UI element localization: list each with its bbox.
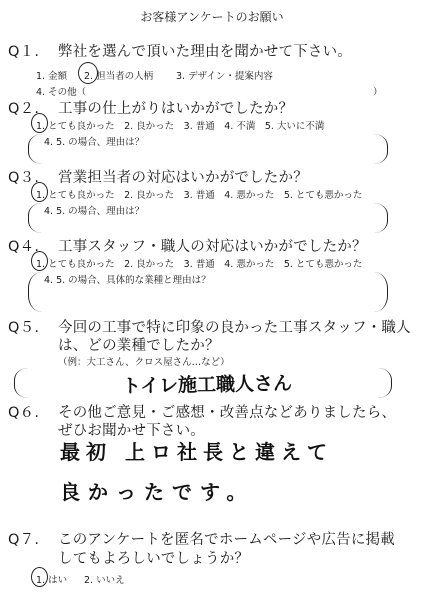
question-3 xyxy=(8,166,308,187)
q4-sub-question: 4. 5. の場合、具体的な業種と理由は？ xyxy=(44,275,211,286)
question-6-text-line1: その他ご意見・ご感想・改善点などありましたら、 xyxy=(58,405,397,421)
q1-option-staff[interactable]: 2. 担当者の人柄 xyxy=(84,71,154,82)
q5-handwritten-answer: トイレ施工職人さん xyxy=(121,372,293,398)
question-3-number: Q３. xyxy=(8,170,40,186)
q3-options[interactable]: 1. とても良かった 2. 良かった 3. 普通 4. 悪かった 5. とても悪かった xyxy=(36,190,363,201)
question-1-text: 弊社を選んで頂いた理由を聞かせて下さい。 xyxy=(58,44,352,60)
question-6-number: Q６. xyxy=(8,405,40,421)
q5-example: （例：大工さん、クロス屋さん…など） xyxy=(58,357,230,368)
question-4-text: 工事スタッフ・職人の対応はいかがでしたか？ xyxy=(58,239,367,255)
q6-handwritten-answer-line1: 最初 上ロ社長と違えて xyxy=(60,440,333,464)
question-1 xyxy=(8,40,352,61)
q2-selected-circle-mark xyxy=(31,113,48,133)
question-6-text-line2: ぜひお聞かせ下さい。 xyxy=(58,423,205,439)
question-1-number: Q１. xyxy=(8,44,40,60)
q1-option-price[interactable]: 1. 金額 xyxy=(36,71,68,82)
q2-options[interactable]: 1. とても良かった 2. 良かった 3. 普通 4. 不満 5. 大いに不満 xyxy=(36,121,325,132)
question-7-text-line2: してもよろしいでしょうか？ xyxy=(58,551,250,567)
q1-other-close-paren: ） xyxy=(373,87,383,98)
q1-option-design[interactable]: 3. デザイン・提案内容 xyxy=(176,71,273,82)
q3-sub-question: 4. 5. の場合、理由は？ xyxy=(44,206,145,217)
q7-option-yes[interactable]: 1. はい xyxy=(36,575,68,586)
question-7 xyxy=(8,528,395,549)
question-7-text-line1: このアンケートを匿名でホームページや広告に掲載 xyxy=(58,532,395,548)
q4-options[interactable]: 1. とても良かった 2. 良かった 3. 普通 4. 悪かった 5. とても悪かった xyxy=(36,259,363,270)
q7-selected-circle-mark xyxy=(31,567,48,587)
question-5-text-line2: は、どの業種でしたか？ xyxy=(58,338,220,354)
page-title: お客様アンケートのお願い xyxy=(140,10,284,24)
question-3-text: 営業担当者の対応はいかがでしたか？ xyxy=(58,170,308,186)
q7-option-no[interactable]: 2. いいえ xyxy=(84,575,125,586)
q1-selected-circle-mark xyxy=(78,62,98,84)
q3-selected-circle-mark xyxy=(31,182,48,202)
question-2-number: Q２. xyxy=(8,101,40,117)
q4-selected-circle-mark xyxy=(31,251,48,271)
question-5-number: Q５. xyxy=(8,320,40,336)
q1-option-other[interactable]: 4. その他（ xyxy=(36,87,87,98)
question-4 xyxy=(8,235,367,256)
question-4-number: Q４. xyxy=(8,239,40,255)
question-5-text-line1: 今回の工事で特に印象の良かった工事スタッフ・職人 xyxy=(58,320,411,336)
q6-handwritten-answer-line2: 良かったです。 xyxy=(60,480,255,504)
q2-sub-question: 4. 5. の場合、理由は？ xyxy=(44,137,145,148)
question-2 xyxy=(8,97,293,118)
question-2-text: 工事の仕上がりはいかがでしたか？ xyxy=(58,101,294,117)
question-7-number: Q７. xyxy=(8,532,40,548)
